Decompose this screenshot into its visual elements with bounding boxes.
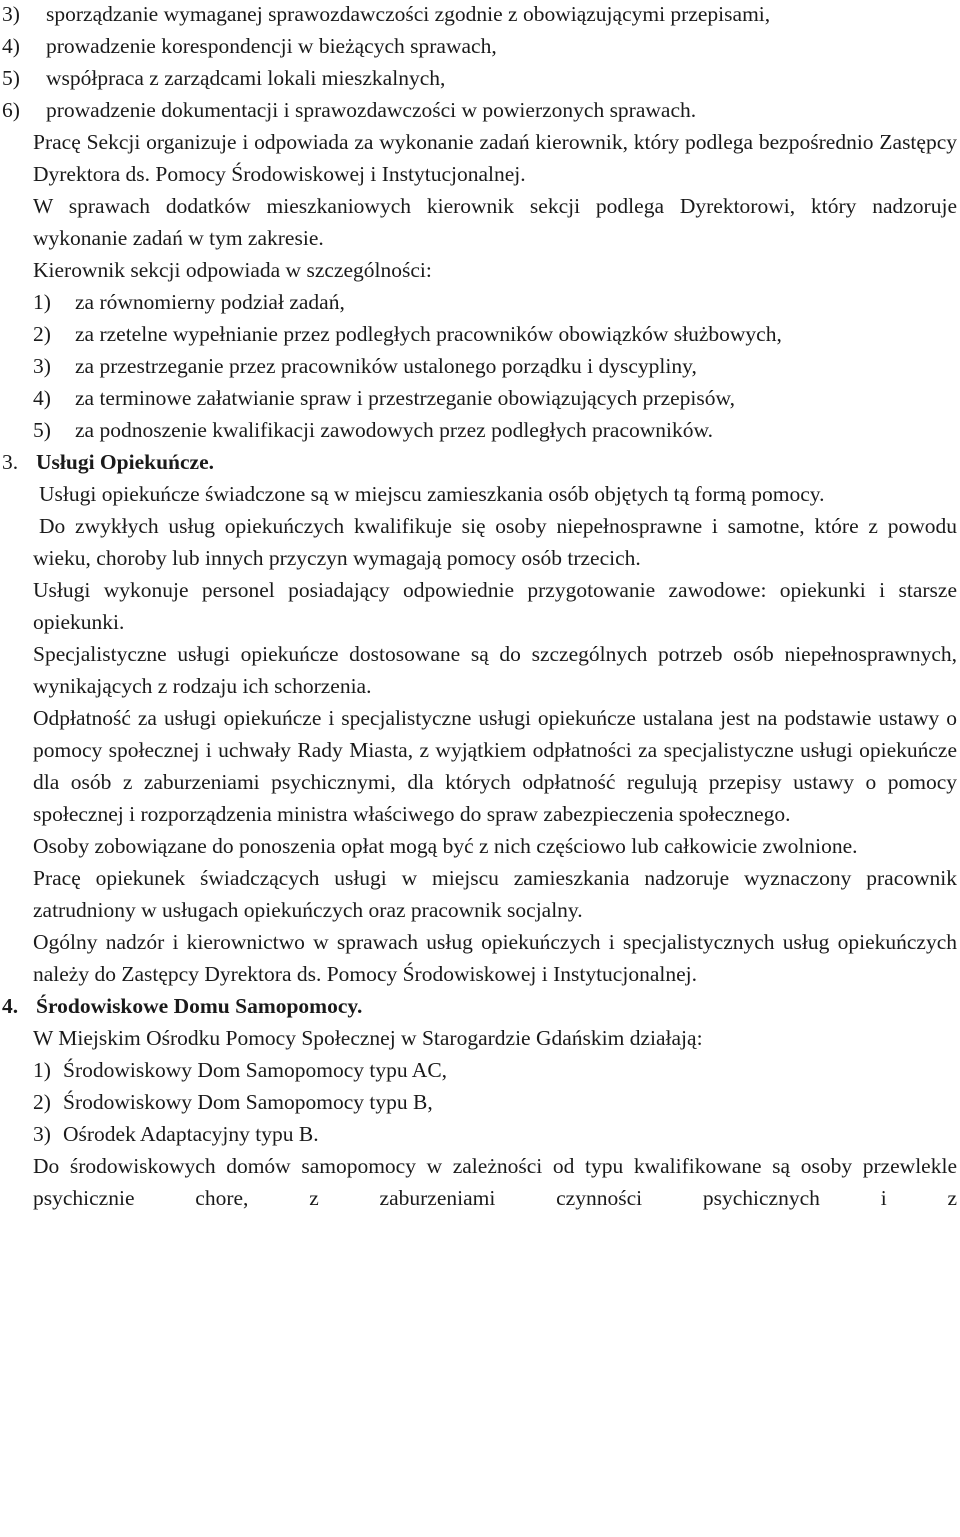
list-item-text: współpraca z zarządcami lokali mieszkalnych, [46, 66, 446, 90]
list-item-number: 1) [33, 290, 51, 314]
list-item [33, 350, 957, 382]
list-item-text: Środowiskowy Dom Samopomocy typu AC, [63, 1058, 448, 1082]
list-item-number: 3) [33, 354, 51, 378]
duties-list-continued [2, 0, 957, 126]
list-item-number: 5) [2, 66, 20, 90]
list-item [33, 382, 957, 414]
manager-responsibility-intro: Kierownik sekcji odpowiada w szczególności: [33, 258, 432, 282]
list-item [2, 30, 957, 62]
list-item-number: 4) [2, 34, 20, 58]
list-item-number: 6) [2, 98, 20, 122]
list-item [33, 1086, 957, 1118]
list-item-number: 3) [2, 2, 20, 26]
list-item [33, 1054, 957, 1086]
self-help-homes-intro: W Miejskim Ośrodku Pomocy Społecznej w Starogardzie Gdańskim działają: [33, 1026, 703, 1050]
list-item-text: za przestrzeganie przez pracowników ustalonego porządku i dyscypliny, [75, 354, 697, 378]
care-services-paragraph: Odpłatność za usługi opiekuńcze i specjalistyczne usługi opiekuńcze ustalana jest na podstawie ustawy o pomocy społecznej i uchwały Rady Miasta, z wyjątkiem odpłatności za specjalistyczne usługi opiekuńcze dla osób z zaburzeniami psychicznymi, dla których odpłatność regulują przepisy ustawy o pomocy społecznej i rozporządzenia ministra właściwego do spraw zabezpieczenia społecznego. [33, 706, 957, 826]
section-heading-text: Usługi Opiekuńcze. [36, 450, 214, 474]
list-item-text: za terminowe załatwianie spraw i przestrzeganie obowiązujących przepisów, [75, 386, 736, 410]
list-item [33, 414, 957, 446]
list-item-text: Środowiskowy Dom Samopomocy typu B, [63, 1090, 433, 1114]
list-item-number: 2) [33, 322, 51, 346]
section-heading-self-help-homes [2, 990, 957, 1022]
care-services-paragraph: Usługi wykonuje personel posiadający odpowiednie przygotowanie zawodowe: opiekunki i starsze opiekunki. [33, 578, 957, 634]
section-heading-number: 3. [2, 450, 19, 474]
list-item [2, 62, 957, 94]
self-help-homes-list [33, 1054, 957, 1150]
list-item-number: 5) [33, 418, 51, 442]
care-services-paragraph: Do zwykłych usług opiekuńczych kwalifikuje się osoby niepełnosprawne i samotne, które z powodu wieku, choroby lub innych przyczyn wymagają pomocy osób trzecich. [33, 514, 957, 570]
care-services-paragraph: Usługi opiekuńcze świadczone są w miejscu zamieszkania osób objętych tą formą pomocy. [39, 482, 825, 506]
housing-allowance-paragraph: W sprawach dodatków mieszkaniowych kierownik sekcji podlega Dyrektorowi, który nadzoruje wykonanie zadań w tym zakresie. [33, 194, 957, 250]
document-page [2, 0, 957, 1214]
list-item-text: sporządzanie wymaganej sprawozdawczości zgodnie z obowiązującymi przepisami, [46, 2, 771, 26]
section-heading-care-services [2, 446, 957, 478]
care-services-paragraph: Ogólny nadzór i kierownictwo w sprawach usług opiekuńczych i specjalistycznych usług opiekuńczych należy do Zastępcy Dyrektora ds. Pomocy Środowiskowej i Instytucjonalnej. [33, 930, 957, 986]
self-help-homes-qualification-paragraph: Do środowiskowych domów samopomocy w zależności od typu kwalifikowane są osoby przewlekle psychicznie chore, z zaburzeniami czynności psychicznych i z [33, 1154, 957, 1210]
list-item [2, 94, 957, 126]
list-item-text: za równomierny podział zadań, [75, 290, 345, 314]
section-heading-number: 4. [2, 994, 19, 1018]
list-item [2, 0, 957, 30]
list-item-text: prowadzenie korespondencji w bieżących sprawach, [46, 34, 497, 58]
list-item-text: za podnoszenie kwalifikacji zawodowych przez podległych pracowników. [75, 418, 713, 442]
manager-responsibility-list [33, 286, 957, 446]
list-item [33, 286, 957, 318]
list-item-text: za rzetelne wypełnianie przez podległych pracowników obowiązków służbowych, [75, 322, 782, 346]
list-item [33, 1118, 957, 1150]
care-services-paragraph: Osoby zobowiązane do ponoszenia opłat mogą być z nich częściowo lub całkowicie zwolnione. [33, 834, 858, 858]
list-item-text: prowadzenie dokumentacji i sprawozdawczości w powierzonych sprawach. [46, 98, 697, 122]
list-item-number: 4) [33, 386, 51, 410]
care-services-section [33, 478, 957, 990]
list-item-number: 2) [33, 1090, 51, 1114]
list-item-text: Ośrodek Adaptacyjny typu B. [63, 1122, 319, 1146]
section-heading-text: Środowiskowe Domu Samopomocy. [36, 994, 363, 1018]
list-item-number: 1) [33, 1058, 51, 1082]
section-organization-paragraph: Pracę Sekcji organizuje i odpowiada za wykonanie zadań kierownik, który podlega bezpośrednio Zastępcy Dyrektora ds. Pomocy Środowiskowej i Instytucjonalnej. [33, 130, 957, 186]
care-services-paragraph: Specjalistyczne usługi opiekuńcze dostosowane są do szczególnych potrzeb osób niepełnosprawnych, wynikających z rodzaju ich schorzenia. [33, 642, 957, 698]
list-item-number: 3) [33, 1122, 51, 1146]
list-item [33, 318, 957, 350]
care-services-paragraph: Pracę opiekunek świadczących usługi w miejscu zamieszkania nadzoruje wyznaczony pracownik zatrudniony w usługach opiekuńczych oraz pracownik socjalny. [33, 866, 957, 922]
